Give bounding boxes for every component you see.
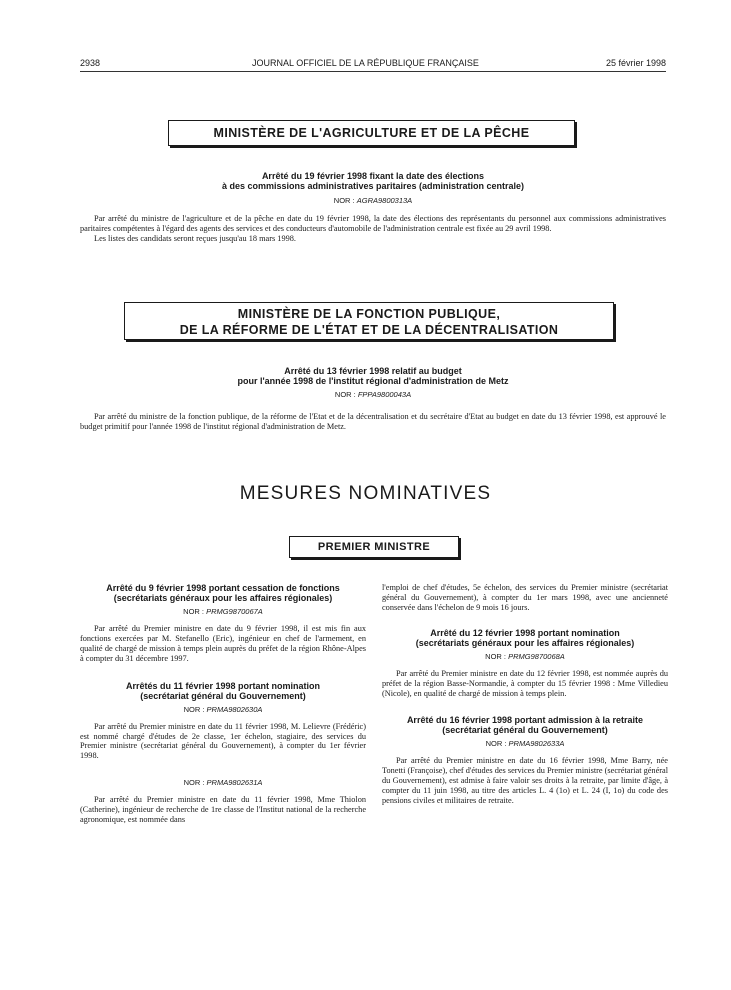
ministry-agriculture-title: MINISTÈRE DE L'AGRICULTURE ET DE LA PÊCHE (213, 126, 530, 140)
nor-code: PRMA9802631A (206, 778, 263, 788)
header-rule (80, 71, 666, 72)
right-decree-1-title-line1: Arrêté du 12 février 1998 portant nomination (430, 627, 620, 638)
right-decree-1-title-line2: (secrétariats généraux pour les affaires régionales) (415, 637, 635, 648)
page-number: 2938 (80, 58, 101, 68)
agriculture-decree-title (80, 171, 666, 191)
right-continued-paragraph: l'emploi de chef d'études, 5e échelon, des services du Premier ministre (secrétariat général du Gouvernement), à compter du 1er mars 1998, avec une ancienneté conservée dans l'échelon de 9 mois 16 jours. (382, 583, 668, 612)
agriculture-paragraph-2: Les listes des candidats seront reçues jusqu'au 18 mars 1998. (94, 233, 296, 243)
fp-decree-title (80, 366, 666, 386)
nor-label: NOR : (485, 739, 507, 749)
right-decree-2-body (382, 756, 668, 806)
right-column (382, 583, 668, 806)
right-decree-2-title-line2: (secrétariat général du Gouvernement) (442, 725, 608, 736)
agriculture-nor (80, 196, 666, 205)
left-decree-3-nor (80, 778, 366, 787)
ministry-agriculture-box (168, 120, 575, 146)
ministry-fp-line1: MINISTÈRE DE LA FONCTION PUBLIQUE, (237, 307, 501, 321)
premier-ministre-box (289, 536, 459, 558)
left-decree-2-title-line2: (secrétariat général du Gouvernement) (140, 690, 306, 701)
nor-label: NOR : (334, 390, 356, 399)
fp-title-line1: Arrêté du 13 février 1998 relatif au budget (284, 366, 462, 376)
right-decree-1-paragraph: Par arrêté du Premier ministre en date du 12 février 1998, est nommée auprès du préfet de la région Basse-Normandie, à compter du 15 février 1998 : Mme Villedieu (Nicole), en qualité de chargé de mission à temps plein. (382, 668, 668, 698)
nor-code: PRMA9802630A (206, 704, 263, 714)
nor-label: NOR : (333, 196, 355, 205)
agriculture-body (80, 214, 666, 244)
left-decree-2-title (80, 681, 366, 701)
right-decree-2-title (382, 715, 668, 735)
left-decree-3-body (80, 795, 366, 825)
nor-code: PRMG9870068A (508, 651, 565, 661)
nor-code: PRMA9802633A (508, 739, 565, 749)
fp-body (80, 412, 666, 432)
right-decree-2-nor (382, 739, 668, 748)
nor-code: PRMG9870067A (206, 607, 263, 616)
agriculture-paragraph-1: Par arrêté du ministre de l'agriculture et de la pêche en date du 19 février 1998, la date des élections des représentants du personnel aux commissions administratives paritaires compétentes à l'égard des agents des services et des conducteurs d'automobile de l'administration centrale est fixée au 29 avril 1998. (80, 214, 666, 233)
nor-label: NOR : (485, 651, 507, 661)
right-decree-1-body (382, 669, 668, 699)
left-decree-1-title-line1: Arrêté du 9 février 1998 portant cessation de fonctions (106, 583, 340, 593)
journal-title: JOURNAL OFFICIEL DE LA RÉPUBLIQUE FRANÇAISE (252, 58, 479, 68)
left-decree-2-title-line1: Arrêtés du 11 février 1998 portant nomination (125, 680, 321, 691)
nor-code: FPPA9800043A (357, 390, 412, 399)
nor-label: NOR : (183, 778, 205, 788)
right-continued-body (382, 583, 668, 613)
fp-paragraph-1: Par arrêté du ministre de la fonction publique, de la réforme de l'Etat et de la décentralisation et du secrétaire d'Etat au budget en date du 13 février 1998, est approuvé le budget primitif pour l'année 1998 de l'institut régional d'administration de Metz. (80, 412, 666, 431)
left-decree-1-title-line2: (secrétariats généraux pour les affaires régionales) (113, 593, 333, 603)
left-decree-1-title (80, 583, 366, 603)
ministry-fp-line2: DE LA RÉFORME DE L'ÉTAT ET DE LA DÉCENTRALISATION (179, 323, 559, 337)
issue-date: 25 février 1998 (605, 58, 666, 68)
ministry-fonction-publique-box (124, 302, 614, 340)
agriculture-title-line2: à des commissions administratives paritaires (administration centrale) (221, 181, 525, 191)
nor-code: AGRA9800313A (356, 196, 413, 205)
left-decree-1-nor (80, 607, 366, 616)
fp-title-line2: pour l'année 1998 de l'institut régional d'administration de Metz (237, 376, 509, 386)
fp-nor (80, 390, 666, 399)
left-decree-2-paragraph: Par arrêté du Premier ministre en date du 11 février 1998, M. Lelievre (Frédéric) est nommé chargé d'études de 2e classe, 1er échelon, stagiaire, des services du Premier ministre (secrétariat général du Gouvernement), à compter du 1er février 1998. (80, 721, 366, 761)
agriculture-title-line1: Arrêté du 19 février 1998 fixant la date des élections (261, 171, 485, 181)
left-decree-3-paragraph: Par arrêté du Premier ministre en date du 11 février 1998, Mme Thiolon (Catherine), ingénieur de recherche de 1re classe de l'Institut national de la recherche agronomique, est nommée dans (80, 795, 366, 825)
right-decree-1-nor (382, 652, 668, 661)
left-column (80, 583, 366, 825)
nor-label: NOR : (183, 607, 205, 616)
nor-label: NOR : (183, 704, 205, 714)
premier-ministre-title: PREMIER MINISTRE (317, 541, 431, 553)
left-decree-1-body (80, 624, 366, 664)
right-decree-1-title (382, 628, 668, 648)
right-decree-2-title-line1: Arrêté du 16 février 1998 portant admission à la retraite (406, 715, 644, 726)
left-decree-1-paragraph: Par arrêté du Premier ministre en date du 9 février 1998, il est mis fin aux fonctions exercées par M. Stefanello (Eric), ingénieur en chef de l'armement, en qualité de chargé de mission à temps plein auprès du préfet de la région Rhône-Alpes à compter du 31 décembre 1997. (80, 624, 366, 663)
right-decree-2-paragraph: Par arrêté du Premier ministre en date du 16 février 1998, Mme Barry, née Tonetti (Françoise), chef d'études des services du Premier ministre (secrétariat général du Gouvernement), est admise à faire valoir ses droits à la retraite, par limite d'âge, à compter du 11 juin 1998, au titre des articles L. 4 (1o) et L. 24 (I, 1o) du code des pensions civiles et militaires de retraite. (382, 756, 668, 806)
left-decree-2-nor (80, 705, 366, 714)
left-decree-2-body (80, 722, 366, 762)
mesures-nominatives-heading: MESURES NOMINATIVES (239, 483, 492, 504)
